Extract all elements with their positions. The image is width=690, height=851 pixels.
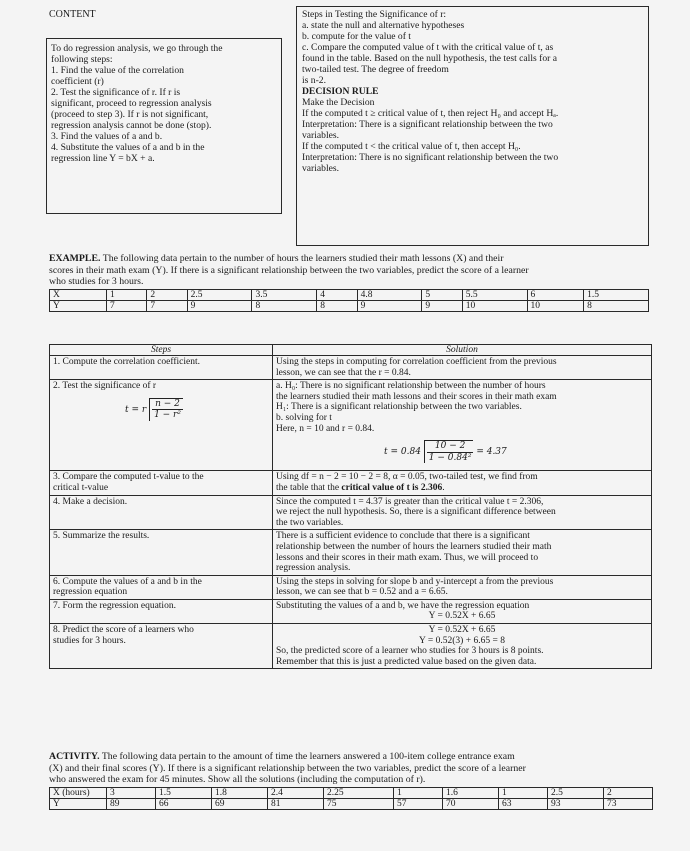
regression-step-line: regression line Y = bX + a. xyxy=(51,153,155,164)
table-cell: 9 xyxy=(187,301,252,312)
step-cell xyxy=(50,471,273,495)
solution-line: H₁: There is a significant relationship between the two variables. xyxy=(276,402,522,413)
step-row-1 xyxy=(50,356,652,380)
step-cell xyxy=(50,380,273,471)
step-row-3 xyxy=(50,471,652,495)
solution-cell xyxy=(273,471,652,495)
significance-step-line: b. compute for the value of t xyxy=(302,31,411,42)
step-row-2 xyxy=(50,380,652,471)
solution-line: Here, n = 10 and r = 0.84. xyxy=(276,423,375,434)
significance-step-line: is n-2. xyxy=(302,75,326,86)
decision-rule-line: Interpretation: There is no significant relationship between the two xyxy=(302,152,559,163)
table-cell: 10 xyxy=(462,301,527,312)
solution-line: Using the steps in solving for slope b and y-intercept a from the previous xyxy=(276,576,554,587)
regression-step-line: 1. Find the value of the correlation xyxy=(51,65,184,76)
significance-step-line: a. state the null and alternative hypotheses xyxy=(302,20,465,31)
step-text: 4. Make a decision. xyxy=(50,495,273,530)
table-cell: 5 xyxy=(422,290,462,301)
decision-rule-line: Make the Decision xyxy=(302,97,375,108)
example-y-label: Y xyxy=(50,301,107,312)
step-text: 5. Summarize the results. xyxy=(50,530,273,575)
calc-denominator: 1 − 0.84² xyxy=(428,452,472,463)
table-cell: 57 xyxy=(394,799,443,810)
regression-steps-box xyxy=(46,38,282,214)
activity-x-label: X (hours) xyxy=(50,788,107,799)
solution-line: Substituting the values of a and b, we have the regression equation xyxy=(276,600,530,611)
table-cell: 7 xyxy=(147,301,187,312)
significance-step-line: c. Compare the computed value of t with the critical value of t, as xyxy=(302,42,554,53)
table-cell: 6 xyxy=(527,290,584,301)
critical-value-text: critical value of t is 2.306 xyxy=(341,482,443,493)
solution-line: relationship between the number of hours the learners studied their math xyxy=(276,541,552,552)
formula-fraction xyxy=(152,399,183,421)
decision-rule-line: Interpretation: There is a significant relationship between the two xyxy=(302,119,553,130)
solution-line: b. solving for t xyxy=(276,412,332,423)
solution-line: So, the predicted score of a learner who studies for 3 hours is 8 points. xyxy=(276,646,544,657)
table-cell: 70 xyxy=(443,799,499,810)
decision-rule-line: If the computed t ≥ critical value of t, then reject H₀ and accept Hₐ. xyxy=(302,108,559,119)
content-label: CONTENT xyxy=(49,9,96,20)
solution-cell xyxy=(273,356,652,380)
formula-denominator: 1 − r² xyxy=(154,410,181,421)
step-row-6 xyxy=(50,575,652,599)
table-cell: 81 xyxy=(267,799,323,810)
table-cell: 8 xyxy=(317,301,357,312)
calc-result: = 4.37 xyxy=(476,447,507,458)
steps-header-row xyxy=(50,345,652,356)
solution-line: regression analysis. xyxy=(276,563,351,574)
formula-lhs: t = r xyxy=(125,404,147,415)
step-text: regression equation xyxy=(53,587,128,598)
table-cell: 3 xyxy=(107,788,156,799)
solution-line xyxy=(276,483,648,494)
table-cell: 1 xyxy=(499,788,548,799)
table-cell: 9 xyxy=(422,301,462,312)
prediction-equation: Y = 0.52(3) + 6.65 = 8 xyxy=(419,635,505,646)
regression-step-line: 2. Test the significance of r. If r is xyxy=(51,87,181,98)
activity-y-row xyxy=(50,799,653,810)
decision-rule-line: variables. xyxy=(302,163,340,174)
solution-text: the table that the xyxy=(276,482,342,493)
regression-step-line: regression analysis cannot be done (stop). xyxy=(51,120,212,131)
steps-solution-table xyxy=(49,344,652,669)
example-text-line: who studies for 3 hours. xyxy=(49,276,144,287)
regression-equation: Y = 0.52X + 6.65 xyxy=(428,611,496,622)
table-cell: 2.5 xyxy=(547,788,603,799)
solution-line: There is a sufficient evidence to conclude that there is a significant xyxy=(276,531,530,542)
example-paragraph xyxy=(49,253,659,288)
step-text: 3. Compare the computed t-value to the xyxy=(53,472,204,483)
table-cell: 1.5 xyxy=(584,290,649,301)
activity-y-label: Y xyxy=(50,799,107,810)
significance-steps-box xyxy=(296,6,649,246)
significance-step-line: found in the table. Based on the null hypothesis, the test calls for a xyxy=(302,53,557,64)
activity-data-table xyxy=(49,787,653,810)
table-cell: 1 xyxy=(107,290,147,301)
table-cell: 2.25 xyxy=(323,788,393,799)
table-cell: 8 xyxy=(584,301,649,312)
step-cell xyxy=(50,575,273,599)
formula-sqrt xyxy=(149,398,183,421)
table-cell: 7 xyxy=(107,301,147,312)
solution-line: lesson, we can see that b = 0.52 and a = 6.65. xyxy=(276,587,448,598)
step-text: critical t-value xyxy=(53,482,109,493)
table-cell: 2.5 xyxy=(187,290,252,301)
table-cell: 63 xyxy=(499,799,548,810)
formula-numerator: n − 2 xyxy=(152,399,183,411)
solution-line: lesson, we can see that the r = 0.84. xyxy=(276,367,411,378)
table-cell: 1.8 xyxy=(211,788,267,799)
table-cell: 9 xyxy=(357,301,422,312)
step-text: 6. Compute the values of a and b in the xyxy=(53,576,202,587)
regression-step-line: 4. Substitute the values of a and b in the xyxy=(51,142,205,153)
regression-step-line: 3. Find the values of a and b. xyxy=(51,131,163,142)
decision-rule-line: variables. xyxy=(302,130,340,141)
calc-sqrt xyxy=(424,440,474,463)
calc-lhs: t = 0.84 xyxy=(384,447,421,458)
solution-line: Using df = n − 2 = 10 − 2 = 8, α = 0.05, two-tailed test, we find from xyxy=(276,472,538,483)
regression-step-line: significant, proceed to regression analysis xyxy=(51,98,212,109)
table-cell: 93 xyxy=(547,799,603,810)
solution-cell xyxy=(273,495,652,530)
table-cell: 89 xyxy=(107,799,156,810)
solution-line: a. H₀: There is no significant relationship between the number of hours xyxy=(276,381,546,392)
table-cell: 10 xyxy=(527,301,584,312)
solution-line: the two variables. xyxy=(276,517,344,528)
solution-cell xyxy=(273,380,652,471)
step-text: 1. Compute the correlation coefficient. xyxy=(50,356,273,380)
activity-text-line: who answered the exam for 45 minutes. Show all the solutions (including the computation of r). xyxy=(49,774,426,785)
activity-x-row xyxy=(50,788,653,799)
regression-step-line: (proceed to step 3). If r is not significant, xyxy=(51,109,209,120)
table-cell: 69 xyxy=(211,799,267,810)
step-row-8 xyxy=(50,624,652,669)
example-x-row xyxy=(50,290,649,301)
activity-text-line: The following data pertain to the amount of time the learners answered a 100-item college entrance exam xyxy=(99,751,515,762)
table-cell: 8 xyxy=(252,301,317,312)
step-text: 7. Form the regression equation. xyxy=(50,599,273,623)
table-cell: 66 xyxy=(155,799,211,810)
table-cell: 5.5 xyxy=(462,290,527,301)
regression-step-line: coefficient (r) xyxy=(51,76,104,87)
step-row-7 xyxy=(50,599,652,623)
example-text-line: scores in their math exam (Y). If there is a significant relationship between the two variables, predict the score of a learner xyxy=(49,264,529,276)
table-cell: 1.6 xyxy=(443,788,499,799)
activity-paragraph xyxy=(49,751,664,786)
solution-text: . xyxy=(442,482,445,493)
decision-rule-line: If the computed t < the critical value of t, then accept H₀. xyxy=(302,141,521,152)
decision-rule-title: DECISION RULE xyxy=(302,86,379,97)
activity-label: ACTIVITY. xyxy=(49,751,100,762)
calc-numerator: 10 − 2 xyxy=(427,441,474,453)
table-cell: 1.5 xyxy=(155,788,211,799)
solution-line: the learners studied their math lessons and their scores in their math exam xyxy=(276,391,557,402)
solution-line: lessons and their scores in their math exam. Thus, we will proceed to xyxy=(276,552,539,563)
table-cell: 1 xyxy=(394,788,443,799)
solution-cell xyxy=(273,624,652,669)
regression-step-line: following steps: xyxy=(51,54,113,65)
solution-cell xyxy=(273,599,652,623)
t-formula xyxy=(125,398,269,421)
table-cell: 75 xyxy=(323,799,393,810)
significance-step-line: Steps in Testing the Significance of r: xyxy=(302,9,447,20)
solution-line: Using the steps in computing for correlation coefficient from the previous xyxy=(276,357,557,367)
activity-text-line: (X) and their final scores (Y). If there is a significant relationship between the two variables, predict the score of a learner xyxy=(49,762,526,774)
step-row-4 xyxy=(50,495,652,530)
example-y-row xyxy=(50,301,649,312)
prediction-equation: Y = 0.52X + 6.65 xyxy=(428,625,496,636)
step-text: 2. Test the significance of r xyxy=(53,381,157,392)
example-data-table xyxy=(49,289,649,312)
solution-line: we reject the null hypothesis. So, there is a significant difference between xyxy=(276,507,556,518)
significance-step-line: two-tailed test. The degree of freedom xyxy=(302,64,449,75)
table-cell: 3.5 xyxy=(252,290,317,301)
solution-line: Remember that this is just a predicted value based on the given data. xyxy=(276,656,537,667)
step-cell xyxy=(50,624,273,669)
example-x-label: X xyxy=(50,290,107,301)
table-cell: 2 xyxy=(603,788,652,799)
example-text-line: The following data pertain to the number of hours the learners studied their math lessons (X) and their xyxy=(100,253,504,264)
calc-fraction xyxy=(427,441,474,463)
step-text: 8. Predict the score of a learners who xyxy=(53,625,194,636)
table-cell: 73 xyxy=(603,799,652,810)
solution-cell xyxy=(273,530,652,575)
solution-header: Solution xyxy=(273,345,652,356)
step-row-5 xyxy=(50,530,652,575)
steps-header: Steps xyxy=(50,345,273,356)
example-label: EXAMPLE. xyxy=(49,253,101,264)
table-cell: 2.4 xyxy=(267,788,323,799)
table-cell: 4 xyxy=(317,290,357,301)
solution-line: Since the computed t = 4.37 is greater than the critical value t = 2.306, xyxy=(276,496,544,507)
table-cell: 2 xyxy=(147,290,187,301)
regression-step-line: To do regression analysis, we go through the xyxy=(51,43,223,54)
t-calculation xyxy=(384,440,648,463)
table-cell: 4.8 xyxy=(357,290,422,301)
step-text: studies for 3 hours. xyxy=(53,635,126,646)
solution-cell xyxy=(273,575,652,599)
